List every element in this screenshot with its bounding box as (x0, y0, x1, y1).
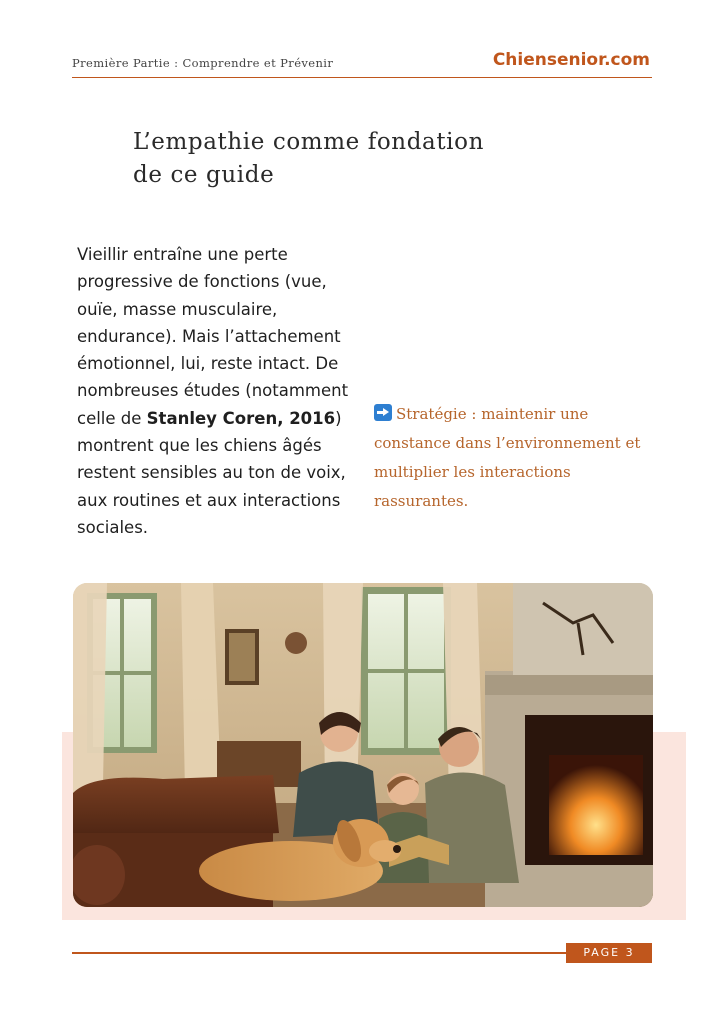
footer-divider (72, 952, 566, 954)
body-paragraph (77, 241, 367, 541)
header-section-title: Première Partie : Comprendre et Prévenir (72, 56, 334, 70)
brand-logo[interactable]: Chiensenior.com (492, 50, 650, 70)
header-divider (72, 77, 652, 78)
family-dog-photo (73, 583, 653, 907)
page-title (133, 126, 493, 192)
strategy-callout (374, 400, 649, 516)
title-line-2: de ce guide (133, 162, 275, 188)
body-text-part-2: ) montrent que les chiens âgés restent sensibles au ton de voix, aux routines et aux interactions sociales. (77, 408, 346, 537)
citation-bold: Stanley Coren, 2016 (146, 408, 336, 428)
page-number-badge: PAGE 3 (566, 943, 652, 963)
title-line-1: L’empathie comme fondation (133, 129, 484, 155)
right-arrow-icon (374, 404, 392, 421)
body-text-part-1: Vieillir entraîne une perte progressive de fonctions (vue, ouïe, masse musculaire, endurance). Mais l’attachement émotionnel, lui, reste intact. De nombreuses études (notamment celle de (77, 245, 349, 428)
strategy-text: Stratégie : maintenir une constance dans l’environnement et multiplier les interactions rassurantes. (374, 405, 641, 510)
